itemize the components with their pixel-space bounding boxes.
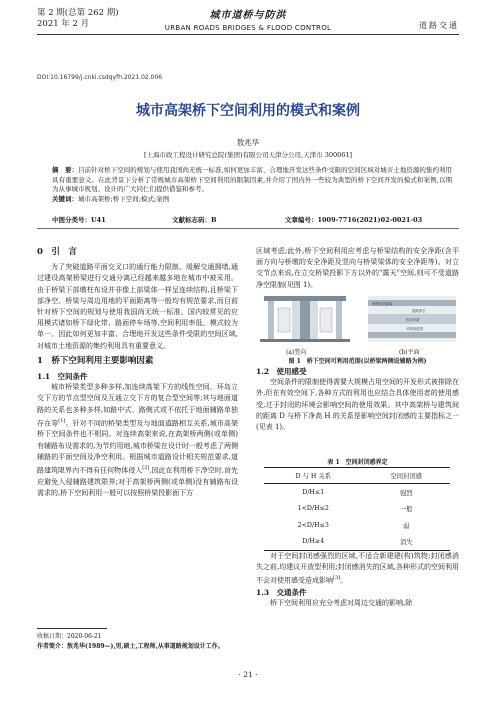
table-header-cell: D 与 H 关系 [264,468,362,484]
right-column-bottom [256,551,459,609]
footnote-divider [37,628,107,629]
enclosure-table [264,467,450,551]
figure-1a-vertical [260,296,350,342]
figure-label-mid: 道路净空 [412,309,426,313]
section-1-1-paragraph [37,382,238,499]
figure-caption: 图 1 桥下空间可利用范围(以桥梁两侧设辅路为例) [288,358,427,365]
section-1-1-continued: 区域考虑;此外,桥下空间利用应考虑与桥梁结构的安全净距(含平面方向与桥墩的安全净距及竖向与桥梁梁体的安全净距等)。对立交节点来说,在立交桥梁投影下方以外的"露天"空间,则可不受道路净空限制(见图 1)。 [256,247,459,289]
footnote-received: 收稿日期：2020-06-21 [37,633,102,640]
para-text-a: 对于空间封闭感强烈的区域,不适合新建建(构)筑物;封闭感消失之前,均建议开放型利用;封闭感消失的区域,各种形式的空间利用不会对使用感受造成影响 [256,552,459,585]
table-row [264,501,450,518]
clc-number: 中图分类号：U41 [52,216,106,224]
figure-1b-plan [368,296,456,342]
paper-title: 城市高架桥下空间利用的模式和案例 [136,103,360,119]
section-1-2-conclusion [256,551,459,587]
right-column-top [256,246,459,291]
abstract-divider [37,228,459,229]
journal-english-name: URBAN ROADS BRIDGES & FLOOD CONTROL [164,24,332,32]
section-1-2-paragraph: 空间条件的限制使得需要大规模占用空间的开发形式被排除在外,但在有效空间下,各种方式的利用也应结合具体使用者的使用感受,过于封闭的环境会影响空间的使用效果。其中高架桥与建筑间的距离 D 与桥下净高 H 的关系是影响空间封闭感的主要指标之一(见表 1)。 [256,378,459,432]
section-1-2-heading: 1.2 使用感受 [256,367,307,376]
keywords-label: 关键词： [52,194,78,203]
header-issue-block [37,8,119,30]
left-column [37,247,238,499]
table-cell: 强烈 [399,489,413,497]
article-number: 文章编号：1009-7716(2021)02-0021-03 [285,216,423,224]
para-text-c: ,因此在利用桥下净空时,首先应避免入侵辅路建筑限界;对于高架桥两侧(或单侧)没有辅路布设需求的,桥下空间利用一般可以按照桥梁投影面下方 [37,466,239,497]
right-column-middle [256,366,459,433]
table-cell: 消失 [362,534,450,551]
figure-subcaption-b: (b)平面 [399,349,420,356]
abstract-label: 摘 要： [52,166,79,174]
doc-code: 文献标志码：B [172,216,217,224]
footnote-author-bio: 作者简介：敖兆华(1989—),男,硕士,工程师,从事道路规划设计工作。 [37,643,224,650]
table-title: 表 1 空间封闭感界定 [327,459,388,466]
table-row [264,517,450,534]
para-text-a: 城市桥梁类型多种多样,加连续高架下方的线性空间、环岛立交下方的节点型空间及互通立交下方的复合型空间等;其与地面道路的关系也多种多样,如路中式、路侧式或不依托于地面辅路单独存在等 [37,383,238,428]
table-cell: 2<D/H≤3 [297,521,329,529]
table-row [264,484,450,501]
header-section: 道路交通 [419,21,459,30]
section-0-heading: 0 引 言 [37,247,77,257]
paper-author: 敖兆华 [236,138,260,147]
keywords-text: 城市高架桥;桥下空间;模式;案例 [78,194,170,203]
abstract-block [52,166,452,204]
header-date: 2021 年 2 月 [37,19,90,29]
section-1-3-paragraph: 桥下空间利用应充分考虑对周边交通的影响,除 [270,599,413,608]
figure-label-bottom: 可利用范围 [406,327,423,331]
header-journal [150,6,346,32]
table-cell: 弱 [403,522,410,530]
abstract-text: 目前针对桥下空间的规划与使用我国尚无统一标准,如何更加丰富、合理地开发这些条件受限的空间区域对城市土地资源的集约利用具有重要意义。在此背景下分析了常规城市高架桥下空间利用的限制因素,并介绍了国内外一些较为典型的桥下空间开发的模式和案例,以期为从事城市规划、设计的广大同仁们提供借鉴和参考。 [52,166,452,194]
table-cell: D/H≤1 [302,488,325,496]
paper-affiliation: [上海市政工程设计研究总院(集团)有限公司天津分公司,天津市 300061] [143,151,353,159]
section-1-heading: 1 桥下空间利用主要影响因素 [37,355,154,366]
figure-1 [256,294,459,346]
section-0-paragraph: 为了突破道路平面交叉口的通行能力限制、缓解交通拥堵,通过建设高架桥梁进行交通分离已经越来越多地在城市中被采用。由于桥梁下部墩柱布设并非像上部梁体一样呈连续结构,且桥梁下部净空、桥梁与周边用地的平面距离等一般均有规范要求,而目前针对桥下空间的规划与使用我国尚无统一标准。国内较常见的应用模式诸如桥下绿化带、路面停车场等,空间利用率低、模式较为单一。因此如何更加丰富、合理地开发这些条件受限的空间区域,对城市土地资源的集约利用具有重要意义。 [37,263,238,350]
section-1-1-heading: 1.1 空间条件 [37,372,88,382]
journal-logo-text: 城市道桥与防洪 [209,10,287,21]
figure-label-road: 机动车道 [406,318,420,322]
para-text-b: 。 [340,576,348,585]
doi-text: DOI:10.16799/j.cnki.csdqyfh.2021.02.006 [37,74,163,81]
table-header-cell: 空间封闭感 [362,468,450,484]
section-1-3-heading: 1.3 交通条件 [256,587,307,597]
figure-label-top: 桥墩安全距离 [372,302,393,306]
table-cell: 1<D/H≤2 [297,505,329,513]
footnote [37,632,238,652]
page-number: · 21 · [238,670,258,679]
citation-ref: [3] [333,575,341,582]
para-text-b: 。针对不同的桥梁类型及与地面道路相互关系,城市高架桥下空间条件也不相同。对连续高架来说,在高架桥两侧(或单侧)有辅路布设需求的,为节约用地,城市桥梁在设计时一般考虑了两侧辅路的平面空间及净空利用。根据城市道路设计相关规范要求,道路建筑限界内不得有任何物体侵入 [37,419,239,475]
table-row [264,534,450,551]
header-divider [37,34,459,35]
table-cell: 一般 [399,506,413,514]
table-cell: D/H≥4 [264,534,362,551]
citation-ref: [1] [58,417,66,424]
header-issue: 第 2 期(总第 262 期) [37,8,119,18]
figure-subcaption-a: (a)竖向 [286,349,307,356]
citation-ref: [2] [142,464,150,471]
table-header-row [264,468,450,484]
